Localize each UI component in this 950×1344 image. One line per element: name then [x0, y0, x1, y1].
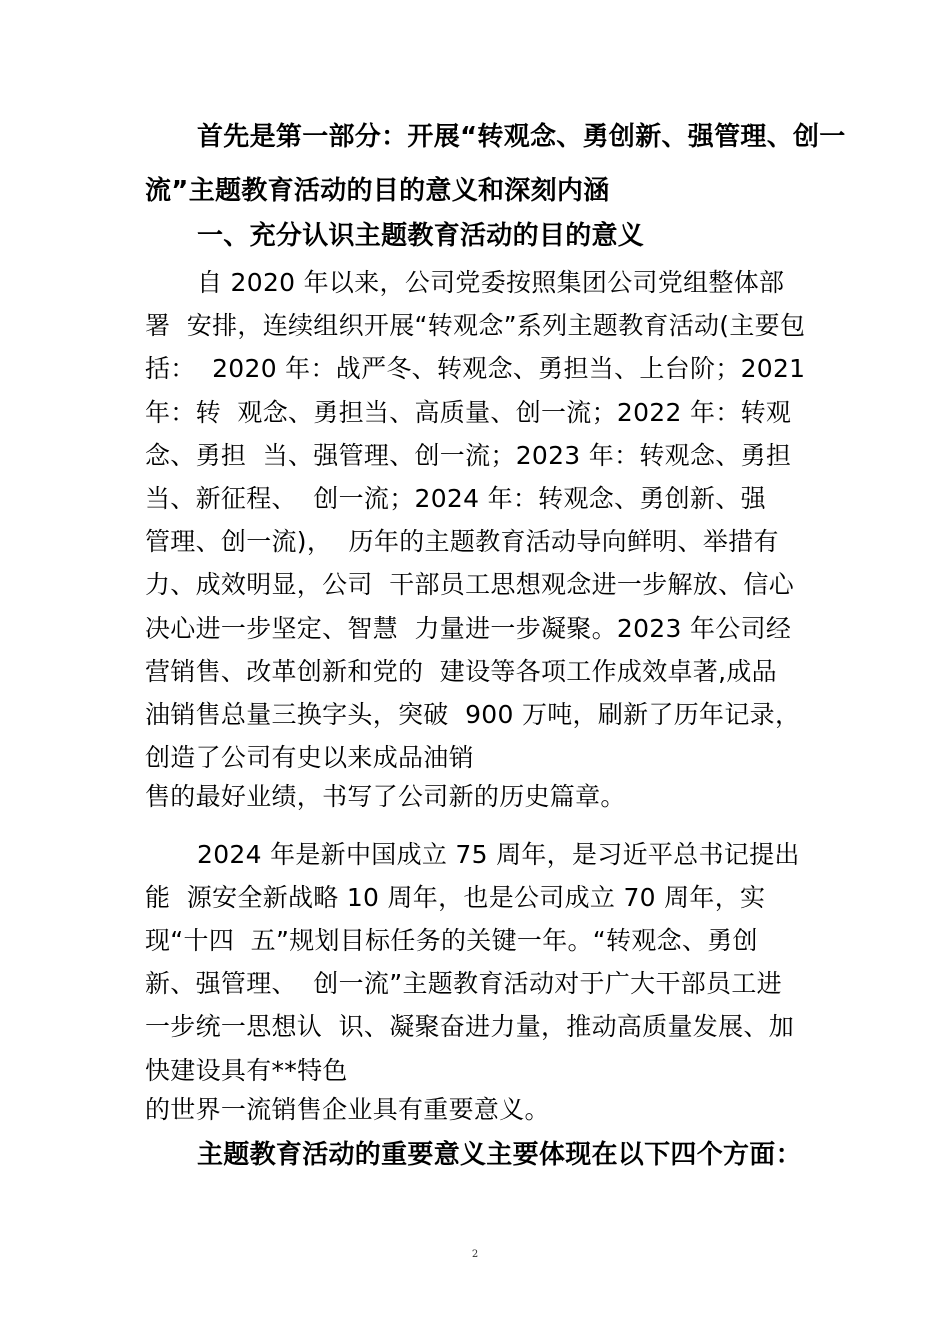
closing-heading: 主题教育活动的重要意义主要体现在以下四个方面：: [197, 1140, 802, 1170]
paragraph1-line: 自 2020 年以来，公司党委按照集团公司党组整体部: [197, 268, 785, 297]
paragraph1-line: 决心进一步坚定、智慧 力量进一步凝聚。2023 年公司经: [145, 614, 792, 643]
paragraph2-line: 的世界一流销售企业具有重要意义。: [145, 1095, 550, 1124]
paragraph2-line: 现“十四 五”规划目标任务的关键一年。“转观念、勇创: [145, 926, 758, 955]
paragraph1-line: 力、成效明显，公司 干部员工思想观念进一步解放、信心: [145, 570, 794, 599]
paragraph2-line: 新、强管理、 创一流”主题教育活动对于广大干部员工进: [145, 969, 782, 998]
section-title: 一、充分认识主题教育活动的目的意义: [197, 221, 645, 251]
paragraph1-line: 当、新征程、 创一流；2024 年：转观念、勇创新、强: [145, 484, 766, 513]
paragraph1-line: 括： 2020 年：战严冬、转观念、勇担当、上台阶；2021: [145, 354, 806, 383]
paragraph1-line: 售的最好业绩，书写了公司新的历史篇章。: [145, 782, 626, 811]
heading-line-2: 流”主题教育活动的目的意义和深刻内涵: [145, 176, 610, 206]
paragraph2-line: 能 源安全新战略 10 周年，也是公司成立 70 周年，实: [145, 883, 766, 912]
heading-line-1: 首先是第一部分：开展“转观念、勇创新、强管理、创一: [197, 122, 846, 152]
paragraph2-line: 快建设具有**特色: [145, 1056, 348, 1085]
paragraph1-line: 营销售、改革创新和党的 建设等各项工作成效卓著,成品: [145, 657, 777, 686]
page-number: 2: [471, 1249, 479, 1260]
paragraph1-line: 署 安排，连续组织开展“转观念”系列主题教育活动(主要包: [145, 311, 806, 340]
paragraph1-line: 念、勇担 当、强管理、创一流；2023 年：转观念、勇担: [145, 441, 792, 470]
paragraph2-line: 一步统一思想认 识、凝聚奋进力量，推动高质量发展、加: [145, 1012, 794, 1041]
paragraph1-line: 管理、创一流)， 历年的主题教育活动导向鲜明、举措有: [145, 527, 779, 556]
paragraph1-line: 年：转 观念、勇担当、高质量、创一流；2022 年：转观: [145, 398, 792, 427]
paragraph1-line: 创造了公司有史以来成品油销: [145, 743, 474, 772]
paragraph1-line: 油销售总量三换字头，突破 900 万吨，刷新了历年记录，: [145, 700, 801, 729]
paragraph2-line: 2024 年是新中国成立 75 周年，是习近平总书记提出: [197, 840, 800, 869]
